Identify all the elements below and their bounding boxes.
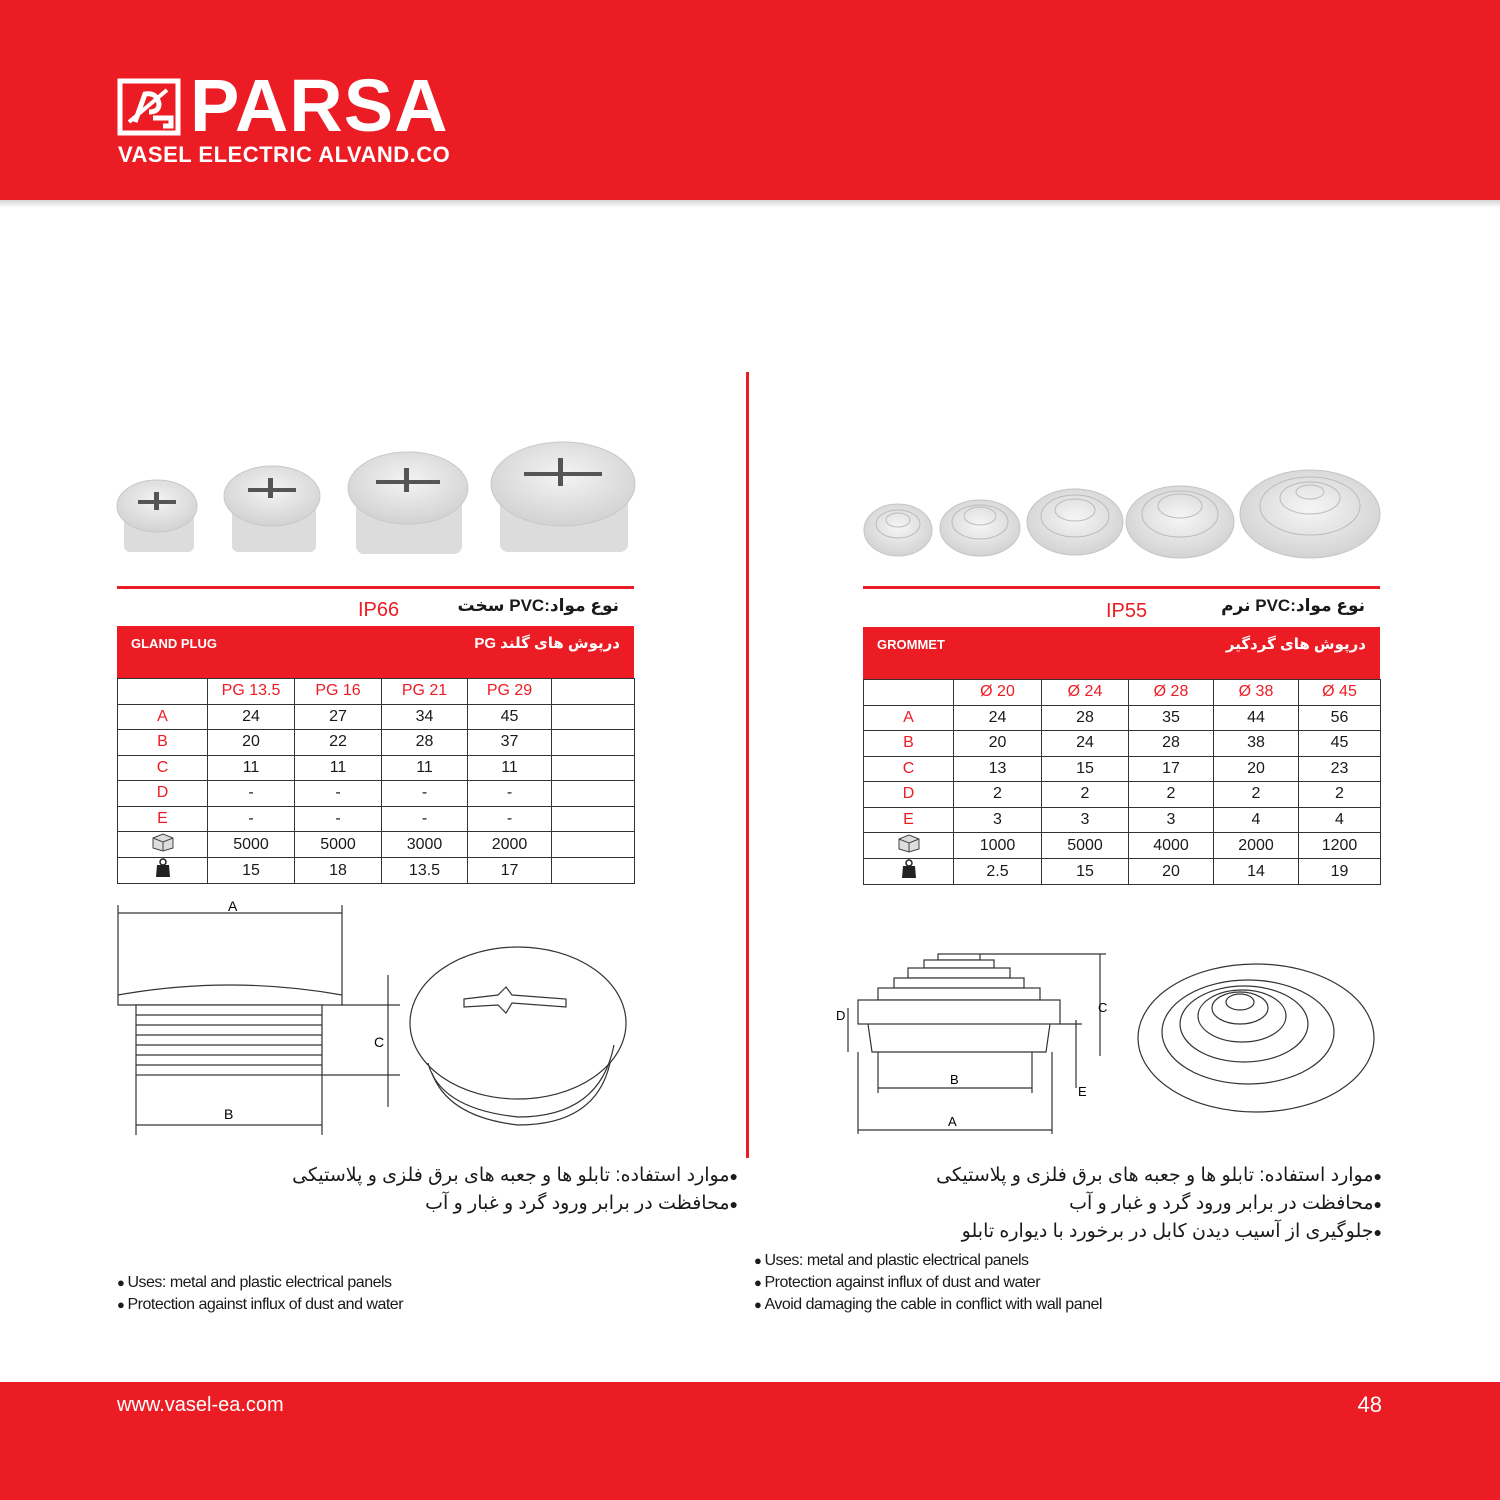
table-header-row [864,680,1381,706]
gland-plug-table [117,678,635,884]
row-label: A [118,704,208,730]
header-cell: Ø 45 [1299,680,1381,706]
grommet-24 [940,500,1020,556]
table-cell: 56 [1299,705,1381,731]
left-ip-rating: IP66 [358,599,400,621]
table-cell: 38 [1214,731,1299,757]
right-title-bar [863,627,1380,679]
table-cell: 44 [1214,705,1299,731]
table-row [118,755,635,781]
table-cell: 4000 [1129,833,1214,859]
right-notes-fa [936,1162,1382,1246]
table-row [864,705,1381,731]
table-cell: 37 [468,730,552,756]
header-cell [552,679,635,705]
grommet-photos [860,462,1385,562]
dim-label-d: D [836,1008,846,1023]
gland-plug-drawing [110,895,640,1140]
page-number: 48 [1357,1392,1382,1417]
table-cell [552,832,635,858]
table-cell [552,858,635,884]
note-item: ● موارد استفاده: تابلو ها و جعبه های برق فلزی و پلاستیکی [936,1162,1382,1190]
header-cell-empty [864,680,954,706]
table-cell: - [208,781,295,807]
grommet-38 [1126,486,1234,558]
table-cell: - [295,781,382,807]
left-title-en: GLAND PLUG [131,636,217,651]
table-cell: 4 [1214,807,1299,833]
brand-tagline: VASEL ELECTRIC ALVAND.CO [118,142,451,167]
table-row [118,704,635,730]
table-cell: 13 [954,756,1042,782]
gland-plug-xlarge [491,442,635,552]
header-shadow [0,200,1500,208]
table-cell: 45 [1299,731,1381,757]
grommet-45 [1240,470,1380,558]
table-row [118,730,635,756]
gland-plug-large [348,452,468,554]
note-item: ● Protection against influx of dust and water [754,1272,1102,1294]
table-cell: 20 [954,731,1042,757]
dim-label-a: A [948,1114,957,1129]
table-cell: 20 [208,730,295,756]
left-title-fa: درپوش های گلند PG [474,635,620,652]
table-cell: 11 [468,755,552,781]
center-divider [746,372,749,1158]
table-row [118,858,635,884]
table-row [864,731,1381,757]
row-label: D [864,782,954,808]
header-cell: Ø 24 [1042,680,1129,706]
note-item: ● جلوگیری از آسیب دیدن کابل در برخورد با دیواره تابلو [936,1218,1382,1246]
table-cell: 5000 [295,832,382,858]
table-cell: 20 [1214,756,1299,782]
note-item: ● Uses: metal and plastic electrical panels [117,1272,403,1294]
table-cell: 3000 [382,832,468,858]
table-cell: 2 [1042,782,1129,808]
table-cell [552,755,635,781]
website-link[interactable]: www.vasel-ea.com [117,1394,284,1416]
note-item: ● موارد استفاده: تابلو ها و جعبه های برق فلزی و پلاستیکی [292,1162,738,1190]
right-title-en: GROMMET [877,637,945,652]
table-cell: 2000 [1214,833,1299,859]
table-cell: 15 [208,858,295,884]
table-cell: 3 [1129,807,1214,833]
right-ip-rating: IP55 [1106,600,1148,622]
table-cell: 11 [295,755,382,781]
table-cell: 17 [468,858,552,884]
parsa-logo-icon [117,78,181,136]
left-notes-fa [292,1162,738,1218]
table-cell: 2 [1214,782,1299,808]
left-material: نوع مواد:PVC سخت [457,596,619,615]
table-cell [552,730,635,756]
table-cell: 1200 [1299,833,1381,859]
table-cell: 22 [295,730,382,756]
table-cell: - [382,806,468,832]
header-cell: Ø 20 [954,680,1042,706]
table-row [864,756,1381,782]
table-cell: 13.5 [382,858,468,884]
dim-label-a: A [228,898,238,914]
table-cell: 23 [1299,756,1381,782]
table-cell: 15 [1042,859,1129,885]
gland-plug-photos [112,440,642,560]
table-cell: - [208,806,295,832]
table-cell [552,806,635,832]
right-notes-en [754,1250,1102,1316]
note-item: ● محافظت در برابر ورود گرد و غبار و آب [936,1190,1382,1218]
header-cell-empty [118,679,208,705]
table-cell: 1000 [954,833,1042,859]
weight-icon [118,858,208,884]
note-item: ● Uses: metal and plastic electrical panels [754,1250,1102,1272]
table-cell: 28 [1129,731,1214,757]
row-label: B [864,731,954,757]
right-red-rule [863,586,1380,589]
table-cell [552,781,635,807]
table-row [864,859,1381,885]
table-cell: 24 [208,704,295,730]
table-cell: 5000 [208,832,295,858]
gland-plug-medium [224,466,320,552]
box-icon [864,833,954,859]
row-label: B [118,730,208,756]
table-cell: - [468,806,552,832]
dim-label-b: B [224,1106,234,1122]
row-label: E [118,806,208,832]
row-label: C [118,755,208,781]
grommet-28 [1027,489,1123,555]
table-cell: 2000 [468,832,552,858]
table-cell: 28 [382,730,468,756]
table-row [864,833,1381,859]
table-row [118,806,635,832]
note-item: ● محافظت در برابر ورود گرد و غبار و آب [292,1190,738,1218]
box-icon [118,832,208,858]
row-label: A [864,705,954,731]
table-cell: - [382,781,468,807]
dim-label-b: B [950,1072,959,1087]
table-cell: 5000 [1042,833,1129,859]
table-cell: 3 [1042,807,1129,833]
table-cell [552,704,635,730]
table-cell: 15 [1042,756,1129,782]
table-cell: 11 [208,755,295,781]
right-title-fa: درپوش های گردگیر [1225,636,1366,653]
table-cell: 11 [382,755,468,781]
header-cell: PG 21 [382,679,468,705]
dim-label-c: C [1098,1000,1108,1015]
table-cell: 35 [1129,705,1214,731]
table-cell: 2.5 [954,859,1042,885]
table-cell: 24 [1042,731,1129,757]
left-title-bar [117,626,634,678]
dim-label-c: C [374,1034,385,1050]
table-cell: 28 [1042,705,1129,731]
table-cell: 14 [1214,859,1299,885]
table-cell: 45 [468,704,552,730]
table-cell: 20 [1129,859,1214,885]
header-cell: Ø 28 [1129,680,1214,706]
header-cell: PG 29 [468,679,552,705]
grommet-drawing [828,948,1380,1138]
table-cell: 3 [954,807,1042,833]
weight-icon [864,859,954,885]
table-cell: 24 [954,705,1042,731]
left-red-rule [117,586,634,589]
row-label: D [118,781,208,807]
table-cell: 18 [295,858,382,884]
note-item: ● Avoid damaging the cable in conflict with wall panel [754,1294,1102,1316]
left-notes-en [117,1272,403,1316]
table-cell: - [468,781,552,807]
table-header-row [118,679,635,705]
table-cell: 34 [382,704,468,730]
table-cell: 2 [1129,782,1214,808]
table-cell: 4 [1299,807,1381,833]
header-cell: PG 16 [295,679,382,705]
right-material: نوع مواد:PVC نرم [1221,596,1365,615]
table-row [864,807,1381,833]
grommet-table [863,679,1381,885]
table-cell: 17 [1129,756,1214,782]
table-row [118,832,635,858]
note-item: ● Protection against influx of dust and water [117,1294,403,1316]
table-cell: 27 [295,704,382,730]
brand-name: PARSA [190,64,449,147]
table-cell: - [295,806,382,832]
header-cell: PG 13.5 [208,679,295,705]
table-cell: 19 [1299,859,1381,885]
table-row [864,782,1381,808]
table-row [118,781,635,807]
table-cell: 2 [954,782,1042,808]
header-cell: Ø 38 [1214,680,1299,706]
row-label: C [864,756,954,782]
table-cell: 2 [1299,782,1381,808]
gland-plug-small [117,480,197,552]
grommet-20 [864,504,932,556]
row-label: E [864,807,954,833]
dim-label-e: E [1078,1084,1087,1099]
